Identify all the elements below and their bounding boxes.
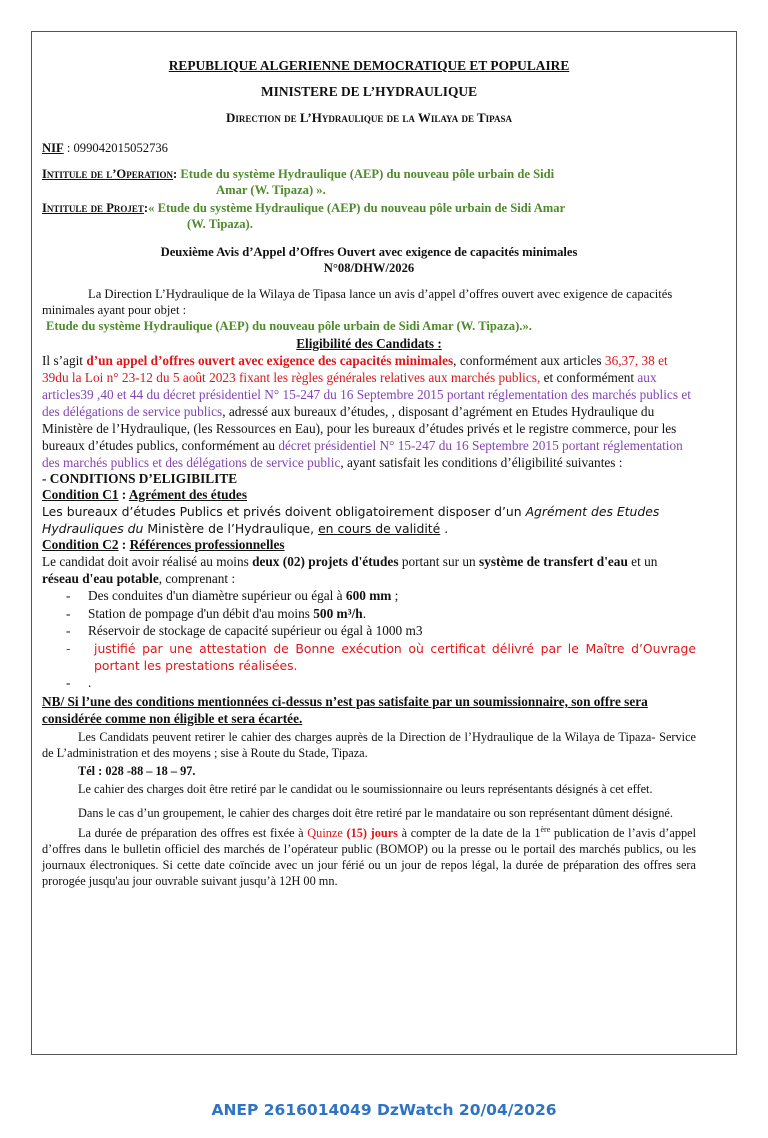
projet-value-1: « Etude du système Hydraulique (AEP) du nouveau pôle urbain de Sidi Amar [148, 201, 566, 215]
direction-title: Direction de L’Hydraulique de la Wilaya de Tipasa [226, 110, 512, 125]
p4a: La durée de préparation des offres est fixée à [78, 826, 308, 840]
projet-block: Intitule de Projet:« Etude du système Hydraulique (AEP) du nouveau pôle urbain de Sidi Amar (W. Tipaza). [42, 200, 696, 232]
c2-g: , comprenant : [158, 571, 236, 586]
elig-p1: Il s’agit [42, 353, 87, 368]
elig-p2: , conformément aux articles [453, 353, 605, 368]
avis-title: Deuxième Avis d’Appel d’Offres Ouvert avec exigence de capacités minimales [160, 245, 578, 259]
c2-a: Le candidat doit avoir réalisé au moins [42, 554, 253, 569]
republic-title: REPUBLIQUE ALGERIENNE DEMOCRATIQUE ET POPULAIRE [168, 58, 570, 73]
c1-text2: Ministère de l’Hydraulique, [143, 521, 319, 536]
item-text: Réservoir de stockage de capacité supérieur ou égal à 1000 m3 [88, 623, 423, 638]
intro-text: La Direction L’Hydraulique de la Wilaya de Tipasa lance un avis d’appel d’offres ouvert avec exigence de capacités minimales ayant pour objet : [42, 287, 673, 317]
nif-sep: : [63, 141, 74, 155]
operation-block: Intitule de l’Operation: Etude du système Hydraulique (AEP) du nouveau pôle urbain de Sidi Amar (W. Tipaza) ». [42, 166, 696, 198]
condition-c2-heading: Condition C2 : Références professionnelles [42, 537, 285, 552]
c2-e: et un [627, 554, 658, 569]
item-text: Station de pompage d'un débit d'au moins [88, 605, 314, 621]
p4-red: Quinze [307, 826, 347, 840]
operation-label: Intitule de l’Operation [42, 167, 174, 181]
ministry-title: MINISTERE DE L’HYDRAULIQUE [260, 84, 478, 99]
retrait-p3: Dans le cas d’un groupement, le cahier des charges doit être retiré par le mandataire ou son représentant dûment désigné. [78, 806, 673, 820]
tel-line: Tél : 028 -88 – 18 – 97. [78, 764, 196, 778]
list-item [66, 622, 696, 640]
projet-label: Intitule de Projet [42, 201, 144, 215]
document-body [42, 48, 696, 889]
item-tail: ; [391, 588, 399, 603]
retrait-p2: Le cahier des charges doit être retiré par le candidat ou le soumissionnaire ou leurs représentants désignés à cet effet. [78, 782, 653, 796]
c2-f: réseau d'eau potable [42, 571, 159, 586]
nb-note: NB/ Si l’une des conditions mentionnées ci-dessus n’est pas satisfaite par un soumissionnaire, son offre sera considérée comme non éligible et sera écartée. [42, 694, 648, 726]
p4c: publication de l’avis d’appel d’offres dans le bulletin officiel des marchés de l’opérateur public (BOMOP) ou la presse ou le portail des marchés publics, ou les journaux électroniques. Si cette date coïncide avec un jour férié ou un jour de repos légal, la durée de préparation des offres sera prorogée jusqu'au jour ouvrable suivant jusqu’à 12H 00 mn. [42, 826, 696, 888]
conditions-list [42, 587, 696, 691]
eligibility-heading: Eligibilité des Candidats : [296, 336, 442, 351]
p4-sup: ère [540, 824, 551, 834]
eligibility-paragraph [42, 352, 696, 471]
item-bold: 600 mm [345, 588, 392, 603]
nif-label: NIF [42, 141, 64, 155]
c1-underline: en cours de validité [318, 521, 441, 536]
list-item-red: - justifié par une attestation de Bonne exécution où certificat délivré par le Maître d’Ouvrage portant les prestations réalisées. [66, 640, 696, 674]
p4b: à compter de la date de la 1 [397, 826, 541, 840]
elig-p1-red: d’un appel d’offres ouvert avec exigence des capacités minimales [86, 353, 454, 368]
elig-p2-red: 36,37, 38 et 39 [42, 353, 668, 385]
nif-line [42, 140, 696, 156]
list-item [66, 587, 696, 605]
operation-value-1: Etude du système Hydraulique (AEP) du nouveau pôle urbain de Sidi [180, 167, 555, 181]
operation-value-2: Amar (W. Tipaza) ». [216, 183, 326, 197]
elig-p4: et conformément [540, 370, 638, 385]
c1-text1: Les bureaux d’études Publics et privés doivent obligatoirement disposer d’un [42, 504, 526, 519]
item-tail: . [362, 605, 367, 621]
condition-c1-heading: Condition C1 : Agrément des études [42, 487, 248, 502]
elig-p5-purple: décret présidentiel N° 15-247 du 16 Septembre 2015 portant réglementation des marchés publics et des délégations de service public [42, 438, 683, 470]
list-item [66, 605, 696, 623]
condition-c1-text [42, 503, 696, 537]
intro-object: Etude du système Hydraulique (AEP) du nouveau pôle urbain de Sidi Amar (W. Tipaza).». [46, 319, 532, 333]
c1-italic: Agrément des Etudes Hydrauliques du [42, 504, 660, 536]
nif-value: 099042015052736 [73, 141, 168, 155]
elig-p3-red: du la Loi n° 23-12 du 5 août 2023 fixant les règles générales relatives aux marchés publics, [55, 370, 541, 385]
elig-p5: , adressé aux bureaux d’études, , disposant d’agrément en Etudes Hydraulique du Ministère de l’Hydraulique, (les Ressources en Eau), pour les bureaux d’études privés et le registre commerce, pour les bureaux d’études publics, conformément au [42, 404, 677, 453]
c1-label: Condition C1 [42, 487, 119, 502]
item-text: Des conduites d'un diamètre supérieur ou égal à [88, 588, 346, 603]
c2-label: Condition C2 [42, 537, 119, 552]
c1-title: Agrément des études [128, 487, 248, 502]
list-item-dot: - . [66, 674, 696, 692]
avis-number: N°08/DHW/2026 [323, 261, 415, 275]
elig-p4-purple: aux articles39 ,40 et 44 du décret présidentiel N° 15-247 du 16 Septembre 2015 portant réglementation des marchés publics et des délégations de service publics [42, 370, 691, 419]
retrait-text: Les Candidats peuvent retirer le cahier des charges auprès de la Direction de l’Hydraulique de la Wilaya de Tipaza- Service de L’administration et des moyens ; sise à Route du Stade, Tipaza. [42, 730, 696, 760]
condition-c2-text [42, 553, 696, 587]
projet-value-2: (W. Tipaza). [187, 217, 253, 231]
p4-redb: (15) jours [346, 826, 398, 840]
item-bold: 500 m³/h [313, 605, 363, 621]
conditions-heading: - CONDITIONS D’ELIGIBILITE [42, 471, 238, 486]
c1-end: . [440, 521, 449, 536]
c2-c: portant sur un [398, 554, 480, 569]
retrait-section [42, 729, 696, 889]
elig-p6: , ayant satisfait les conditions d’éligibilité suivantes : [340, 455, 623, 470]
c2-b: deux (02) projets d'études [252, 554, 399, 569]
c2-title: Références professionnelles [129, 537, 285, 552]
footer-reference: ANEP 2616014049 DzWatch 20/04/2026 [211, 1101, 557, 1119]
c2-d: système de transfert d'eau [479, 554, 628, 569]
retrait-p4 [42, 825, 696, 889]
